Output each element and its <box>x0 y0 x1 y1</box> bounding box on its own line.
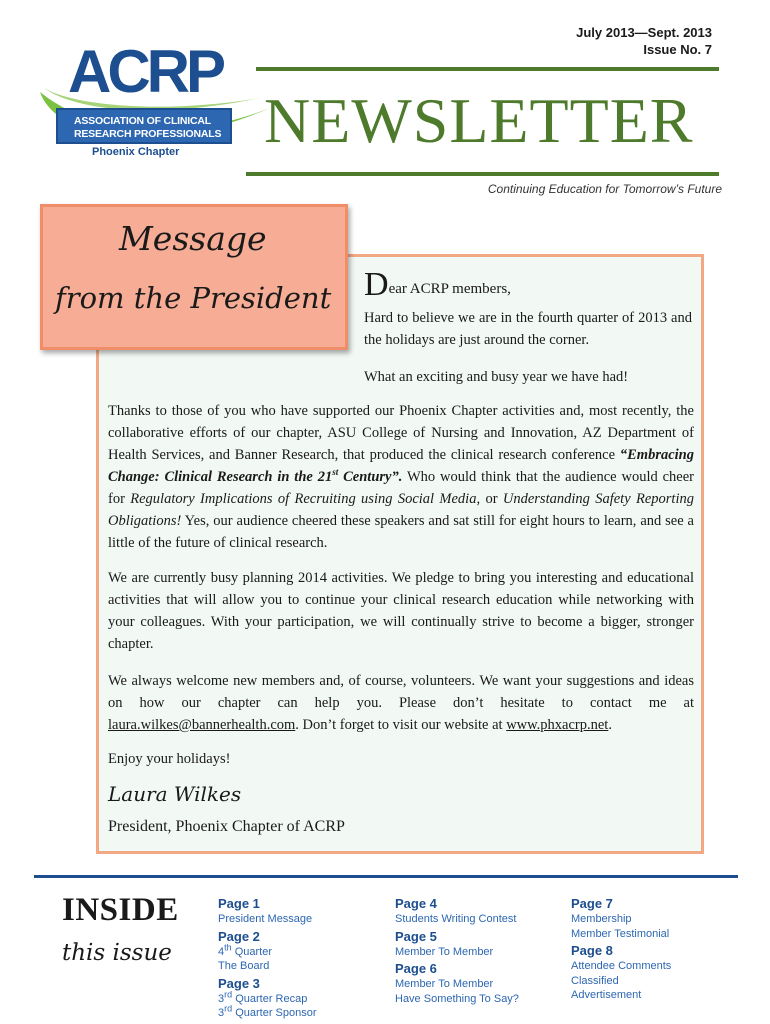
logo-line-2: RESEARCH PROFESSIONALS <box>74 128 222 140</box>
toc-item[interactable]: Have Something To Say? <box>395 992 519 1005</box>
toc-page-3[interactable]: Page 3 <box>218 975 260 991</box>
toc-page-7[interactable]: Page 7 <box>571 896 613 911</box>
toc-item[interactable]: Member To Member <box>395 978 494 990</box>
logo-chapter: Phoenix Chapter <box>92 146 180 158</box>
signature: Laura Wilkes <box>108 782 242 806</box>
signature-title: President, Phoenix Chapter of ACRP <box>108 818 345 835</box>
thanks-text-2: Who would think that the audience would cheer for <box>108 469 694 507</box>
toc-page-1[interactable]: Page 1 <box>218 896 260 911</box>
issue-info <box>576 24 712 58</box>
exciting-paragraph: What an exciting and busy year we have had! <box>364 369 629 385</box>
logo-line-1: ASSOCIATION OF CLINICAL <box>74 115 211 127</box>
email-link[interactable]: laura.wilkes@bannerhealth.com <box>108 717 296 733</box>
thanks-text-3: or <box>480 491 503 507</box>
toc-item[interactable]: Membership <box>571 913 632 925</box>
toc-item[interactable]: Member Testimonial <box>571 927 670 940</box>
thanks-text-1: Thanks to those of you who have supported our Phoenix Chapter activities and, most recently, the collaborative efforts of our chapter, ASU College of Nursing and Innovation, AZ Department of Health Services, and Banner Research, that produced the clinical research conference <box>108 403 694 463</box>
newsletter-title: NEWSLETTER <box>264 85 694 156</box>
salutation-drop-cap: D <box>364 266 389 303</box>
intro-paragraph: Hard to believe we are in the fourth quarter of 2013 and the holidays are just around the corner. <box>364 310 692 348</box>
toc-page-6[interactable]: Page 6 <box>395 961 437 976</box>
issue-date: July 2013—Sept. 2013 <box>576 25 712 40</box>
toc-column-1 <box>218 894 317 1021</box>
welcome-text-2: . Don’t forget to visit our website at <box>295 717 507 733</box>
topic-safety-reporting: Understanding Safety Reporting Obligations! <box>108 491 694 529</box>
thanks-paragraph <box>108 400 694 554</box>
toc-page-5[interactable]: Page 5 <box>395 928 437 944</box>
toc-item[interactable]: Member To Member <box>395 945 494 958</box>
thanks-text-4: Yes, our audience cheered these speakers and sat still for eight hours to learn, and see a little of the future of clinical research. <box>108 513 694 551</box>
header-rule-top <box>256 67 719 71</box>
toc-item[interactable]: Students Writing Contest <box>395 913 517 925</box>
website-link[interactable]: www.phxacrp.net <box>506 717 609 733</box>
message-title-line-2: from the President <box>55 281 332 315</box>
toc-item[interactable]: 3rd Quarter Recap <box>218 988 308 1005</box>
planning-paragraph: We are currently busy planning 2014 activities. We pledge to bring you interesting and educational activities that will allow you to continue your clinical research education while networking with your colleagues. With your participation, we will continually strive to become a bigger, stronger chapter. <box>108 570 694 652</box>
toc-item[interactable]: Attendee Comments <box>571 960 672 972</box>
salutation <box>364 266 511 303</box>
toc-item[interactable]: Advertisement <box>571 989 642 1001</box>
toc-item[interactable]: Classified <box>571 974 619 987</box>
message-title-card <box>40 204 348 350</box>
header-rule-bottom <box>246 172 719 176</box>
issue-number: Issue No. 7 <box>643 42 712 57</box>
logo-acronym: ACRP <box>68 38 223 105</box>
welcome-text-1: We always welcome new members and, of course, volunteers. We want your suggestions and ideas on how our chapter can help you. Please don’t hesitate to contact me at <box>108 673 694 711</box>
topic-social-media: Regulatory Implications of Recruiting using Social Media, <box>130 491 481 507</box>
toc-column-3 <box>571 894 671 1003</box>
toc-column-2 <box>395 894 519 1006</box>
conference-title: “Embracing Change: Clinical Research in the 21 <box>108 447 694 485</box>
toc-page-4[interactable]: Page 4 <box>395 896 437 911</box>
tagline: Continuing Education for Tomorrow’s Future <box>487 182 722 196</box>
toc-item[interactable]: 4th Quarter <box>218 941 272 958</box>
logo-association-box <box>56 108 232 144</box>
message-title-line-1: Message <box>119 219 267 258</box>
inside-heading: INSIDE <box>62 892 179 928</box>
conference-title-end: Century”. <box>338 469 403 485</box>
toc-item[interactable]: The Board <box>218 960 270 972</box>
conference-title-sup: st <box>332 467 339 478</box>
welcome-paragraph <box>108 670 694 736</box>
toc-page-8[interactable]: Page 8 <box>571 943 613 958</box>
inside-divider <box>34 875 738 878</box>
inside-subheading: this issue <box>62 940 172 966</box>
toc-page-2[interactable]: Page 2 <box>218 928 260 944</box>
closing-line: Enjoy your holidays! <box>108 751 231 767</box>
acrp-logo <box>34 34 274 170</box>
toc-item[interactable]: President Message <box>218 913 313 925</box>
welcome-text-3: . <box>608 717 612 733</box>
toc-item[interactable]: 3rd Quarter Sponsor <box>218 1003 317 1019</box>
salutation-text: ear ACRP members, <box>388 281 511 297</box>
